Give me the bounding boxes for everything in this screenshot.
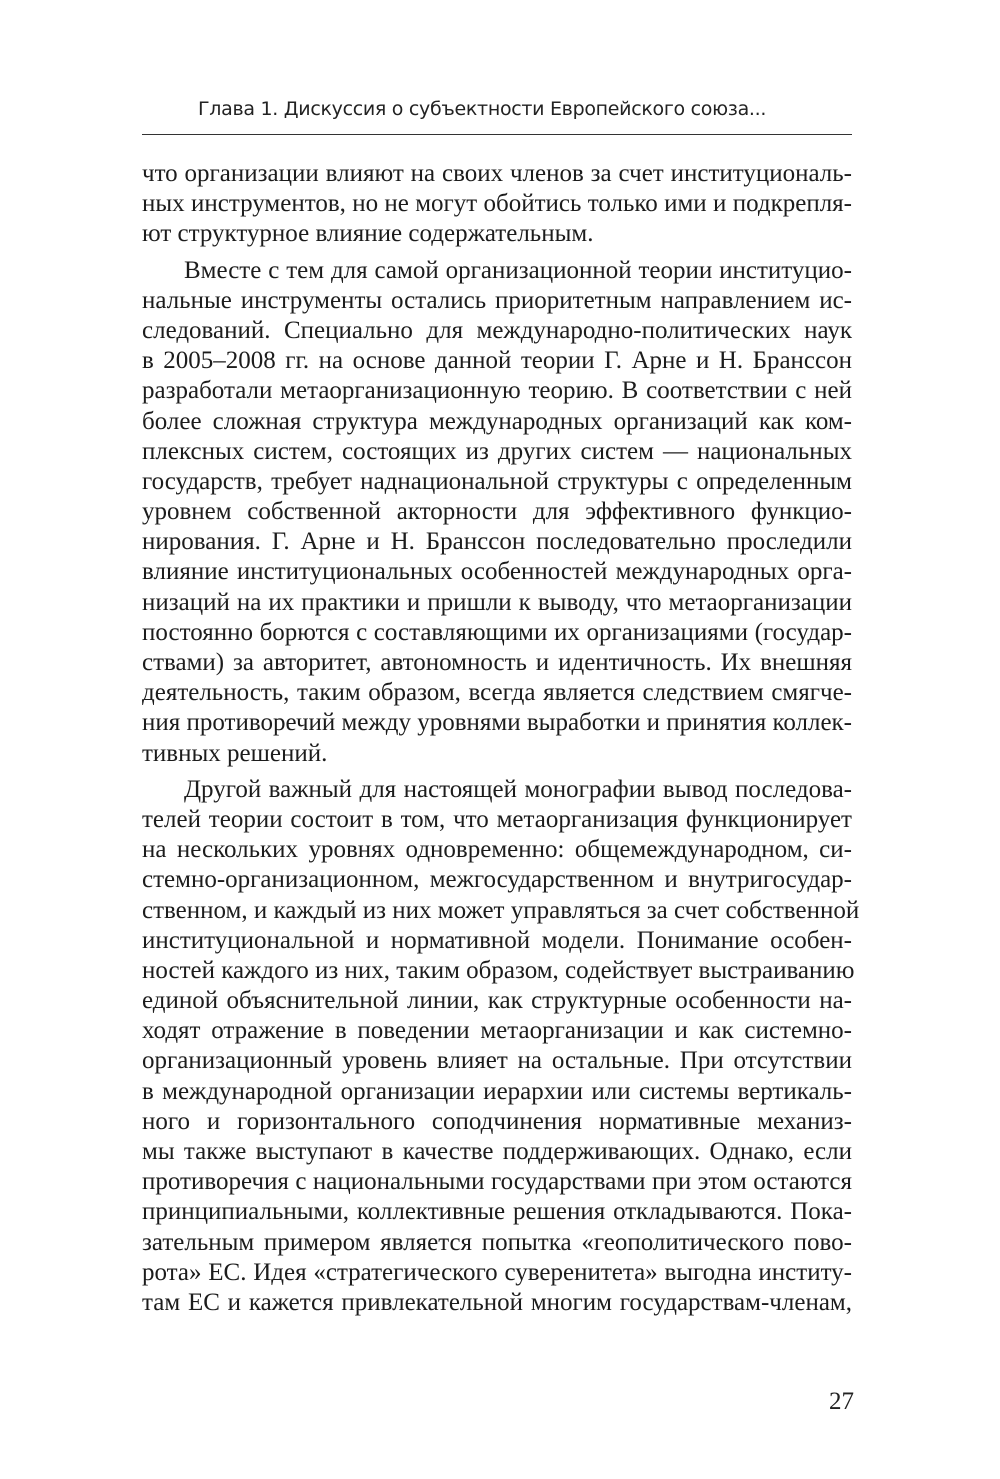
text-line: следований. Специально для международно-политических наук <box>142 316 852 344</box>
text-line: ния противоречий между уровнями выработки и принятия коллек- <box>142 709 853 737</box>
header-rule <box>142 134 852 135</box>
text-line: мы также выступают в качестве поддерживающих. Однако, если <box>142 1138 852 1165</box>
text-line: что организации влияют на своих членов за счет институциональ- <box>142 160 852 187</box>
text-line: стемно-организационном, межгосударственном и внутригосудар- <box>142 866 852 894</box>
page-number: 27 <box>829 1388 854 1415</box>
text-line: телей теории состоит в том, что метаорганизация функционирует <box>142 805 852 833</box>
text-line: зательным примером является попытка «геополитического пово- <box>142 1228 852 1256</box>
paragraph-3 <box>142 775 860 1318</box>
paragraph-2 <box>142 256 852 769</box>
text-line: постоянно борются с составляющими их организациями (государ- <box>142 618 852 646</box>
running-head: Глава 1. Дискуссия о субъектности Европейского союза... <box>198 98 767 120</box>
text-line: в международной организации иерархии или системы вертикаль- <box>142 1077 852 1105</box>
text-line: рота» ЕС. Идея «стратегического суверенитета» выгодна институ- <box>142 1258 852 1286</box>
paragraph-1 <box>142 159 852 250</box>
text-line: более сложная структура международных организаций как ком- <box>142 407 852 435</box>
text-line: уровнем собственной акторности для эффективного функцио- <box>142 498 852 526</box>
text-line: организационный уровень влияет на остальные. При отсутствии <box>142 1047 852 1075</box>
text-line: принципиальными, коллективные решения откладываются. Пока- <box>142 1198 852 1226</box>
text-line: ходят отражение в поведении метаорганизации и как системно- <box>142 1017 852 1045</box>
text-line: в 2005–2008 гг. на основе данной теории Г. Арне и Н. Бранссон <box>142 347 852 375</box>
text-line: ных инструментов, но не могут обойтись только ими и подкрепля- <box>142 190 852 218</box>
text-line: ствами) за авторитет, автономность и идентичность. Их внешняя <box>142 649 852 676</box>
text-line: ного и горизонтального соподчинения нормативные механиз- <box>142 1107 852 1135</box>
text-line: там ЕС и кажется привлекательной многим государствам-членам, <box>142 1288 852 1316</box>
text-line: ют структурное влияние содержательным. <box>142 220 594 248</box>
text-line: государств, требует наднациональной структуры с определенным <box>142 467 852 495</box>
text-line: разработали метаорганизационную теорию. В соответствии с ней <box>142 377 852 405</box>
text-line: институциональной и нормативной модели. Понимание особен- <box>142 926 852 954</box>
text-line: на нескольких уровнях одновременно: общемеждународном, си- <box>142 836 852 864</box>
text-line: Вместе с тем для самой организационной теории институцио- <box>184 256 852 284</box>
text-line: нальные инструменты остались приоритетным направлением ис- <box>142 286 852 314</box>
text-line: плексных систем, состоящих из других систем — национальных <box>142 437 852 465</box>
text-line: влияние институциональных особенностей международных орга- <box>142 558 852 586</box>
text-line: низаций на их практики и пришли к выводу, что метаорганизации <box>142 588 852 616</box>
text-line: деятельность, таким образом, всегда является следствием смягче- <box>142 679 852 707</box>
text-line: нирования. Г. Арне и Н. Бранссон последовательно проследили <box>142 528 852 556</box>
text-line: ностей каждого из них, таким образом, содействует выстраиванию <box>142 956 855 984</box>
text-line: единой объяснительной линии, как структурные особенности на- <box>142 987 852 1015</box>
text-line: тивных решений. <box>142 739 328 767</box>
body-text <box>142 159 860 1318</box>
text-line: Другой важный для настоящей монографии вывод последова- <box>184 775 852 803</box>
text-line: противоречия с национальными государствами при этом остаются <box>142 1168 852 1196</box>
text-line: ственном, и каждый из них может управляться за счет собственной <box>142 896 860 924</box>
